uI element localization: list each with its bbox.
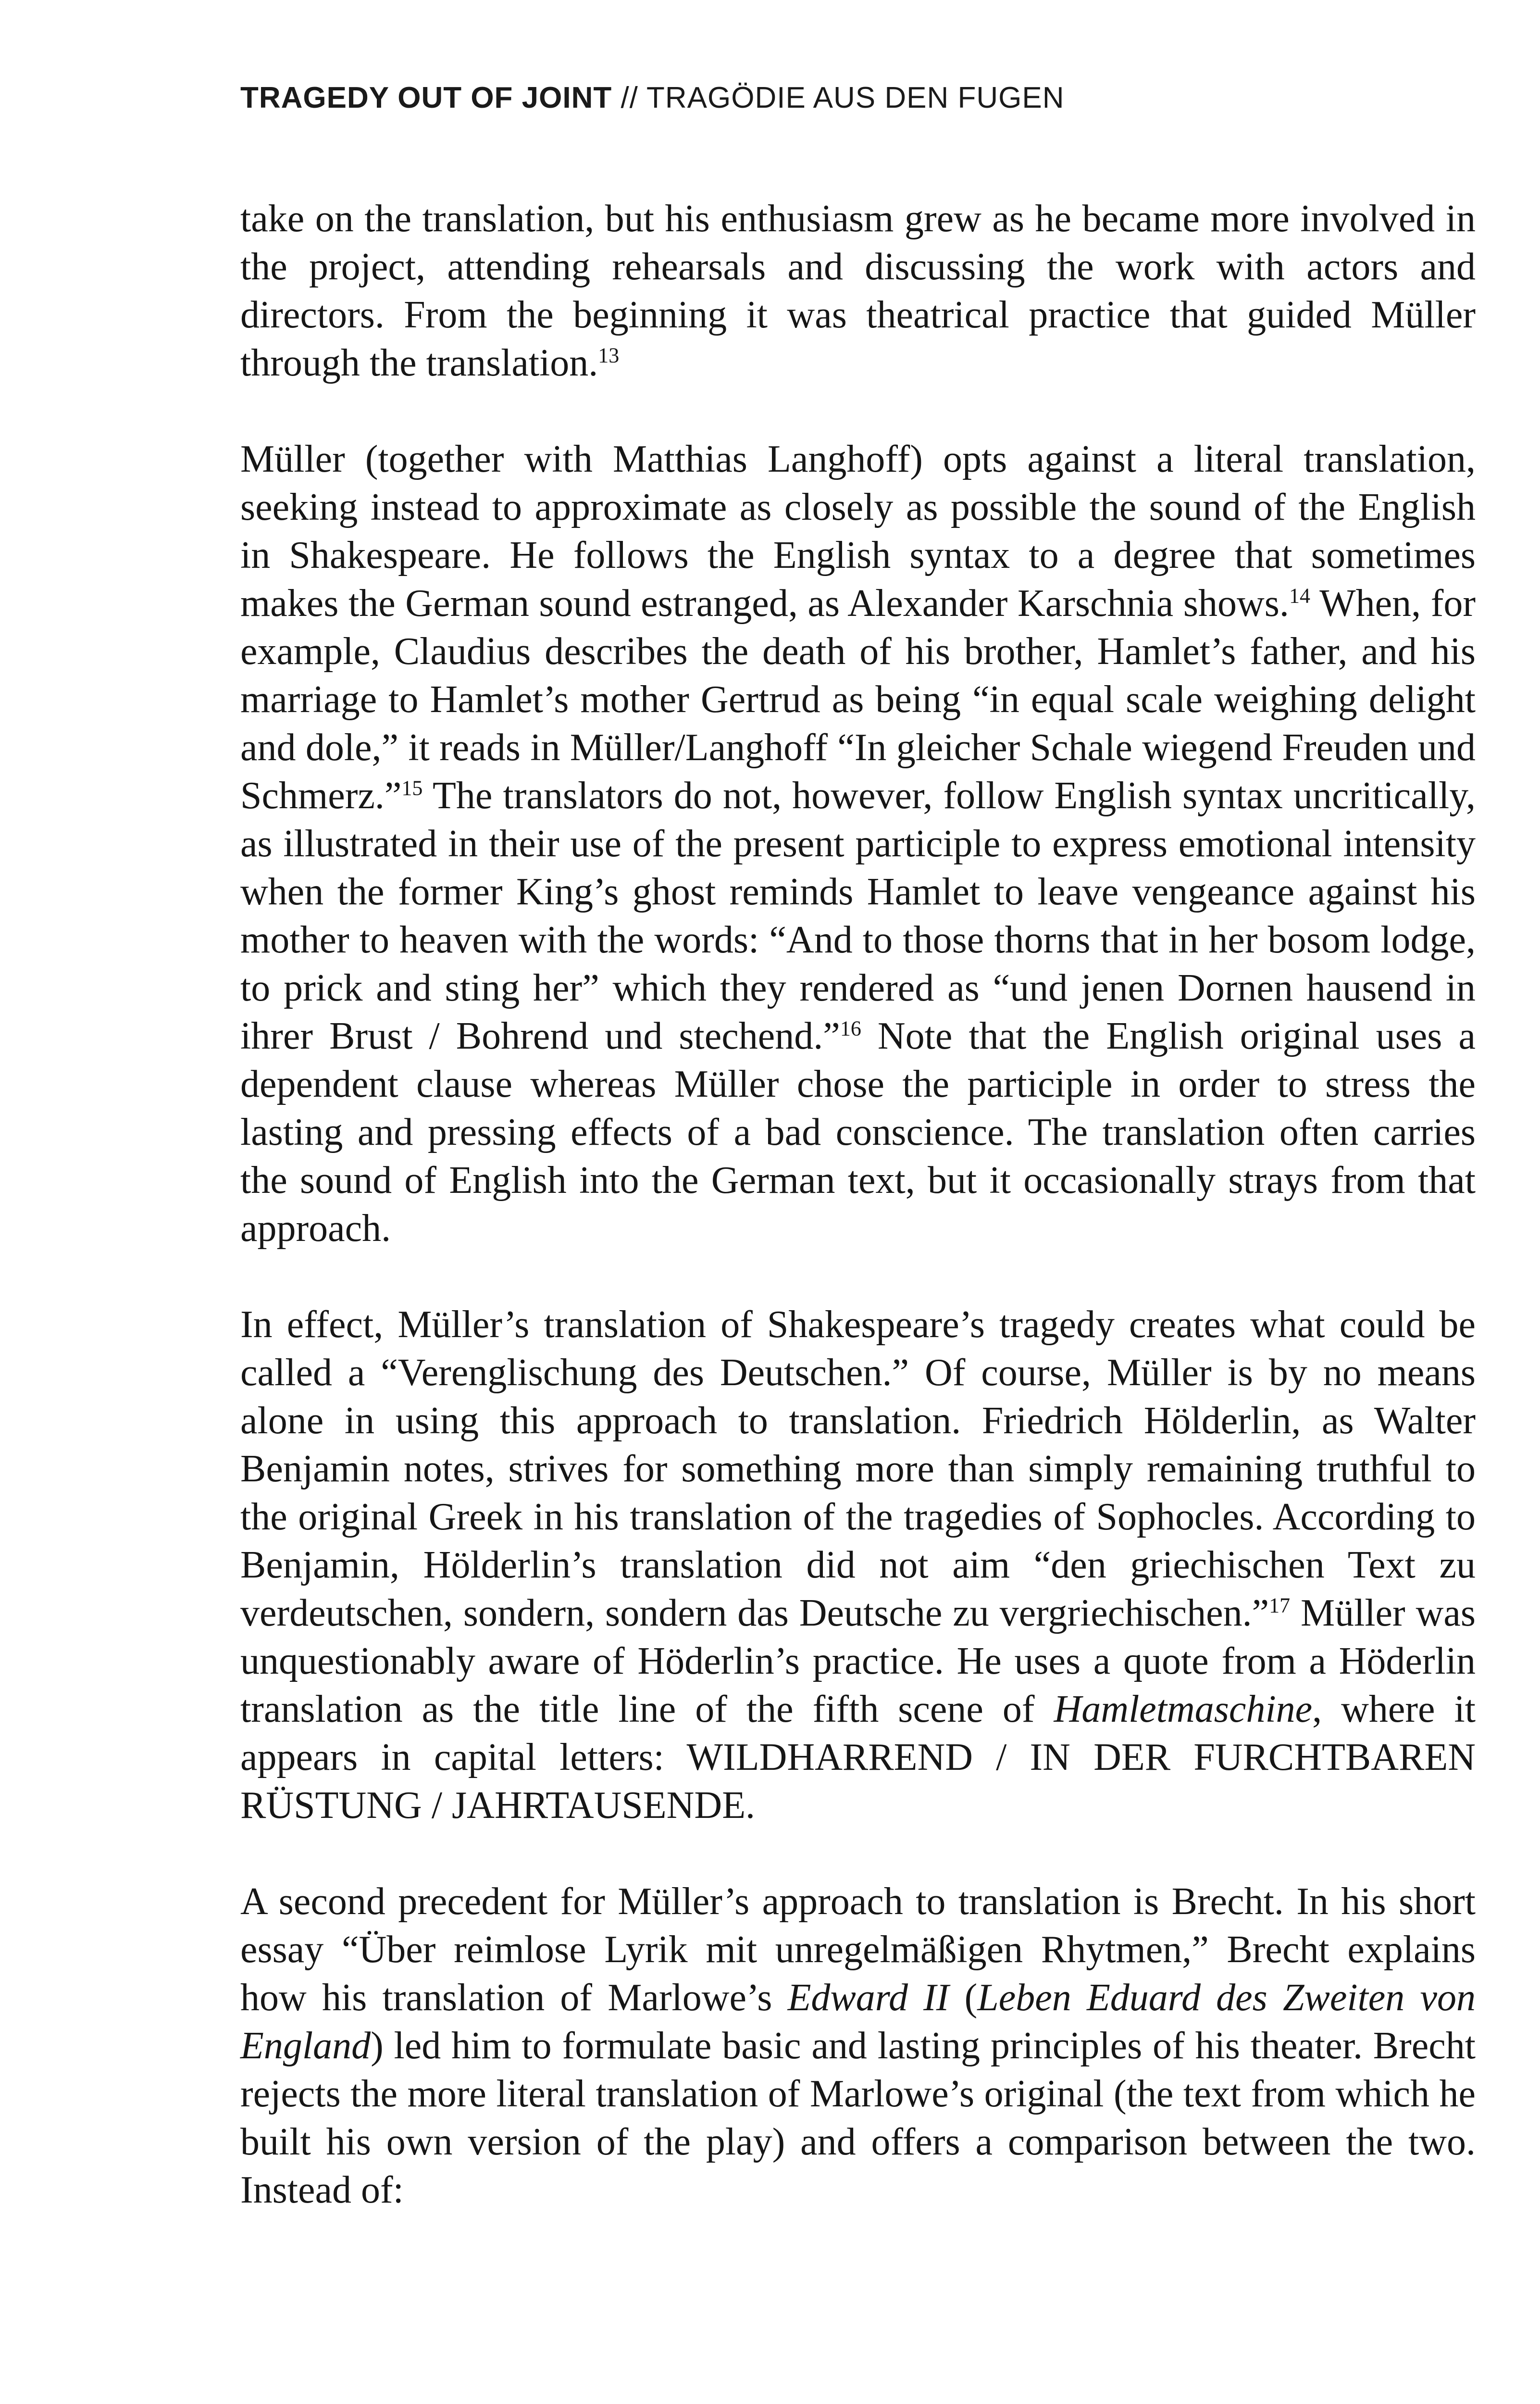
running-header-german-title: TRAGÖDIE AUS DEN FUGEN xyxy=(646,81,1065,114)
paragraph-2 xyxy=(240,435,1476,1252)
paragraph-4-text-c: ) led him to formulate basic and lasting principles of his theater. Brecht rejects the more literal translation of Marlowe’s original (the text from which he built his own version of the play) and offers a comparison between the two. Instead of: xyxy=(240,2025,1476,2211)
paragraph-3-text-a: In effect, Müller’s translation of Shakespeare’s tragedy creates what could be called a “Verenglischung des Deutschen.” Of course, Müller is by no means alone in using this approach to translation. Friedrich Hölderlin, as Walter Benjamin notes, strives for something more than simply remaining truthful to the original Greek in his translation of the tragedies of Sophocles. According to Benjamin, Hölderlin’s translation did not aim “den griechischen Text zu verdeutschen, sondern, sondern das Deutsche zu vergriechischen.” xyxy=(240,1303,1476,1634)
paragraph-4-text-a: A second precedent for Müller’s approach to translation is Brecht. In his short essay “Über reimlose Lyrik mit unregelmäßigen Rhytmen,” Brecht explains how his translation of Marlowe’s xyxy=(240,1880,1476,2019)
title-edward-ii: Edward II xyxy=(787,1977,949,2019)
paragraph-2-text-b: When, for example, Claudius describes the death of his brother, Hamlet’s father, and his marriage to Hamlet’s mother Gertrud as being “in equal scale weighing delight and dole,” it reads in Müller/Langhoff “In gleicher Schale wiegend Freuden und Schmerz.” xyxy=(240,582,1476,817)
title-hamletmaschine: Hamletmaschine xyxy=(1054,1688,1313,1730)
footnote-ref-14: 14 xyxy=(1289,584,1310,608)
running-header-english-title: TRAGEDY OUT OF JOINT xyxy=(240,81,612,114)
paragraph-4-text-b: ( xyxy=(949,1977,978,2019)
footnote-ref-13: 13 xyxy=(598,343,620,367)
title-leben-eduard: Leben Eduard des Zweiten von England xyxy=(240,1977,1476,2067)
body-text xyxy=(240,195,1476,2214)
footnote-ref-16: 16 xyxy=(840,1016,861,1040)
paragraph-3-text-c: , where it appears in capital letters: WILDHARREND / IN DER FURCHTBAREN RÜSTUNG / JAHRTAUSENDE. xyxy=(240,1688,1476,1827)
footnote-ref-17: 17 xyxy=(1269,1593,1291,1617)
paragraph-2-text-a: Müller (together with Matthias Langhoff) opts against a literal translation, seeking instead to approximate as closely as possible the sound of the English in Shakespeare. He follows the English syntax to a degree that sometimes makes the German sound estranged, as Alexander Karschnia shows. xyxy=(240,438,1476,625)
paragraph-3-text-b: Müller was unquestionably aware of Höderlin’s practice. He uses a quote from a Höderlin translation as the title line of the fifth scene of xyxy=(240,1592,1476,1730)
paragraph-2-text-c: The translators do not, however, follow English syntax uncritically, as illustrated in their use of the present participle to express emotional intensity when the former King’s ghost reminds Hamlet to leave vengeance against his mother to heaven with the words: “And to those thorns that in her bosom lodge, to prick and sting her” which they rendered as “und jenen Dornen hausend in ihrer Brust / Bohrend und stechend.” xyxy=(240,775,1476,1057)
running-header xyxy=(240,81,1064,115)
running-header-separator: // xyxy=(612,81,647,114)
paragraph-1-text: take on the translation, but his enthusiasm grew as he became more involved in the project, attending rehearsals and discussing the work with actors and directors. From the beginning it was theatrical practice that guided Müller through the translation. xyxy=(240,198,1476,384)
paragraph-4 xyxy=(240,1878,1476,2214)
footnote-ref-15: 15 xyxy=(401,776,423,800)
paragraph-3 xyxy=(240,1301,1476,1829)
paragraph-2-text-d: Note that the English original uses a dependent clause whereas Müller chose the participle in order to stress the lasting and pressing effects of a bad conscience. The translation often carries the sound of English into the German text, but it occasionally strays from that approach. xyxy=(240,1015,1476,1250)
paragraph-1 xyxy=(240,195,1476,387)
